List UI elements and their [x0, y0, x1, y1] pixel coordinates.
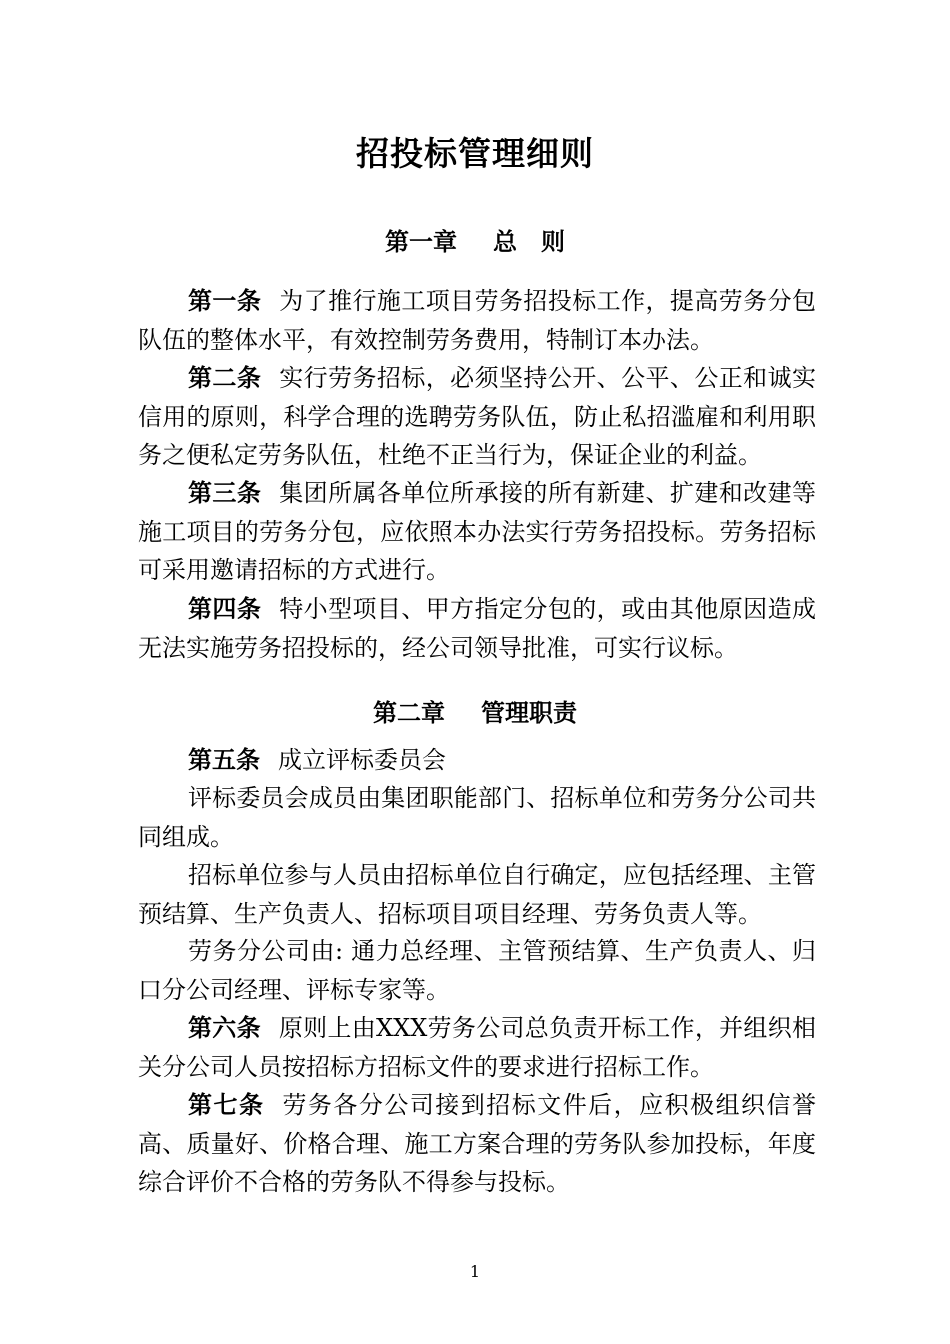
- article-label: 第四条: [188, 595, 262, 623]
- chapter-heading: [0, 222, 950, 257]
- chapter-number: 第一章: [385, 228, 457, 256]
- article-text: 为了推行施工项目劳务招投标工作，提高劳务分包队伍的整体水平，有效控制劳务费用，特制订本办法。: [138, 287, 816, 354]
- body-paragraph: [138, 932, 816, 1009]
- article-label: 第三条: [188, 479, 262, 507]
- article-label: 第七条: [188, 1091, 265, 1119]
- paragraph-text: 招标单位参与人员由招标单位自行确定，应包括经理、主管预结算、生产负责人、招标项目项目经理、劳务负责人等。: [138, 861, 816, 928]
- article-label: 第二条: [188, 364, 262, 392]
- article-paragraph: [138, 282, 816, 359]
- article-paragraph: [138, 359, 816, 475]
- chapter-name: 总 则: [493, 228, 565, 256]
- article-text: 劳务各分公司接到招标文件后，应积极组织信誉高、质量好、价格合理、施工方案合理的劳务队参加投标，年度综合评价不合格的劳务队不得参与投标。: [138, 1091, 817, 1196]
- article-paragraph: [138, 590, 816, 667]
- body-paragraph: [138, 856, 816, 933]
- article-label: 第五条: [188, 746, 260, 774]
- chapter-number: 第二章: [373, 699, 445, 727]
- article-text: 实行劳务招标，必须坚持公开、公平、公正和诚实信用的原则，科学合理的选聘劳务队伍，防止私招滥雇和利用职务之便私定劳务队伍，杜绝不正当行为，保证企业的利益。: [138, 364, 816, 469]
- document-title: 招投标管理细则: [356, 134, 594, 173]
- article-paragraph: [138, 1086, 816, 1202]
- article-text: 原则上由XXX劳务公司总负责开标工作，并组织相关分公司人员按招标方招标文件的要求进行招标工作。: [138, 1014, 817, 1081]
- page-number: 1: [469, 1262, 481, 1281]
- article-label: 第六条: [188, 1014, 261, 1042]
- article-paragraph: [138, 741, 816, 780]
- paragraph-text: 评标委员会成员由集团职能部门、招标单位和劳务分公司共同组成。: [138, 784, 816, 851]
- paragraph-text: 劳务分公司由: 通力总经理、主管预结算、生产负责人、归口分公司经理、评标专家等。: [138, 937, 816, 1004]
- chapter-heading: [0, 693, 950, 728]
- article-paragraph: [138, 1009, 816, 1086]
- body-paragraph: [138, 779, 816, 856]
- article-text: 成立评标委员会: [278, 746, 446, 774]
- article-label: 第一条: [188, 287, 262, 315]
- article-text: 特小型项目、甲方指定分包的，或由其他原因造成无法实施劳务招投标的，经公司领导批准，可实行议标。: [138, 595, 816, 662]
- chapter-name: 管理职责: [481, 699, 577, 727]
- article-paragraph: [138, 474, 816, 590]
- article-text: 集团所属各单位所承接的所有新建、扩建和改建等施工项目的劳务分包，应依照本办法实行劳务招投标。劳务招标可采用邀请招标的方式进行。: [138, 479, 816, 584]
